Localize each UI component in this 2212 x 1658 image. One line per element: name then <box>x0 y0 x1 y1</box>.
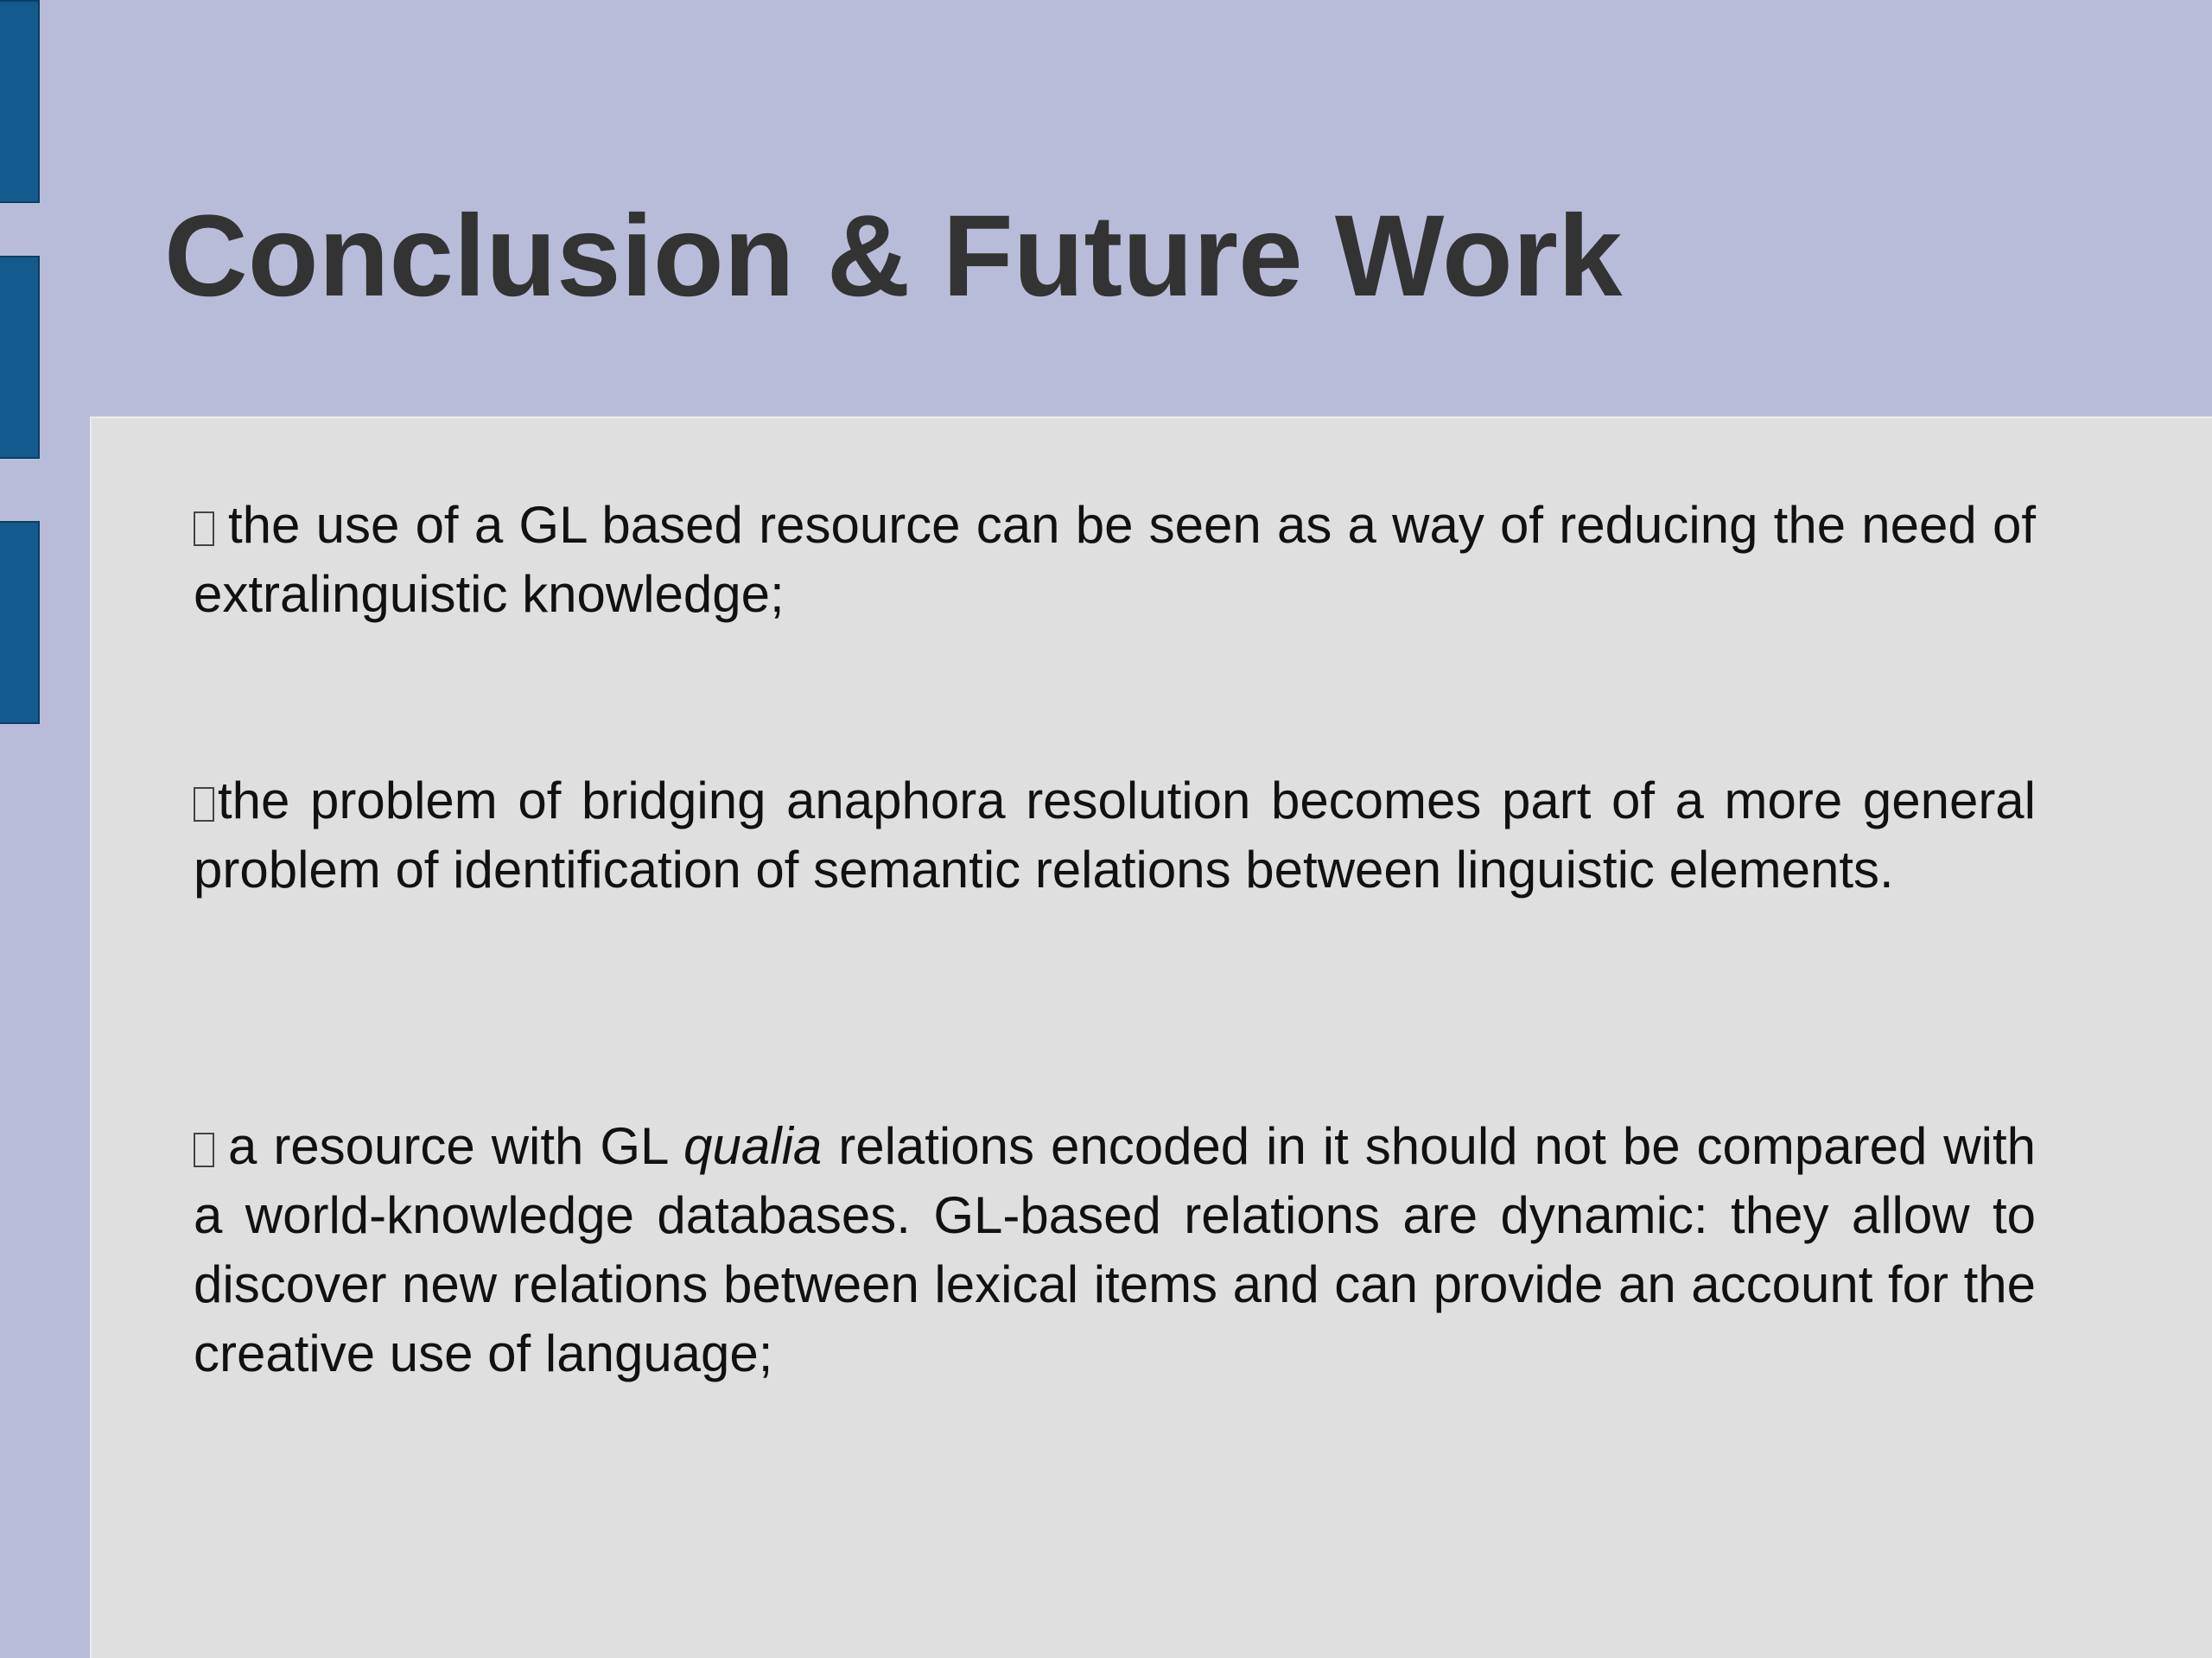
bullet-text-end: relations encoded in it should not be compared with a world-knowledge databases. GL-based relations are dynamic: they allow to discover new relations between lexical items and can provide an account for the creative use of language; <box>194 1117 2036 1382</box>
decorative-side-block <box>0 0 40 203</box>
bullet-box-icon <box>194 787 214 822</box>
bullet-text-start: a resource with GL <box>228 1117 684 1175</box>
decorative-side-block <box>0 521 40 724</box>
bullet-item <box>194 1112 2036 1388</box>
bullet-text-italic: qualia <box>683 1117 823 1175</box>
bullet-text: the use of a GL based resource can be seen as a way of reducing the need of extralinguistic knowledge; <box>194 496 2036 623</box>
bullet-box-icon <box>194 1133 214 1167</box>
bullet-box-icon <box>194 511 214 546</box>
bullet-text: the problem of bridging anaphora resolution becomes part of a more general problem of identification of semantic relations between linguistic elements. <box>194 772 2036 899</box>
bullet-item <box>194 766 2036 905</box>
slide-title: Conclusion & Future Work <box>164 192 1623 321</box>
bullet-item <box>194 491 2036 629</box>
decorative-side-block <box>0 256 40 459</box>
